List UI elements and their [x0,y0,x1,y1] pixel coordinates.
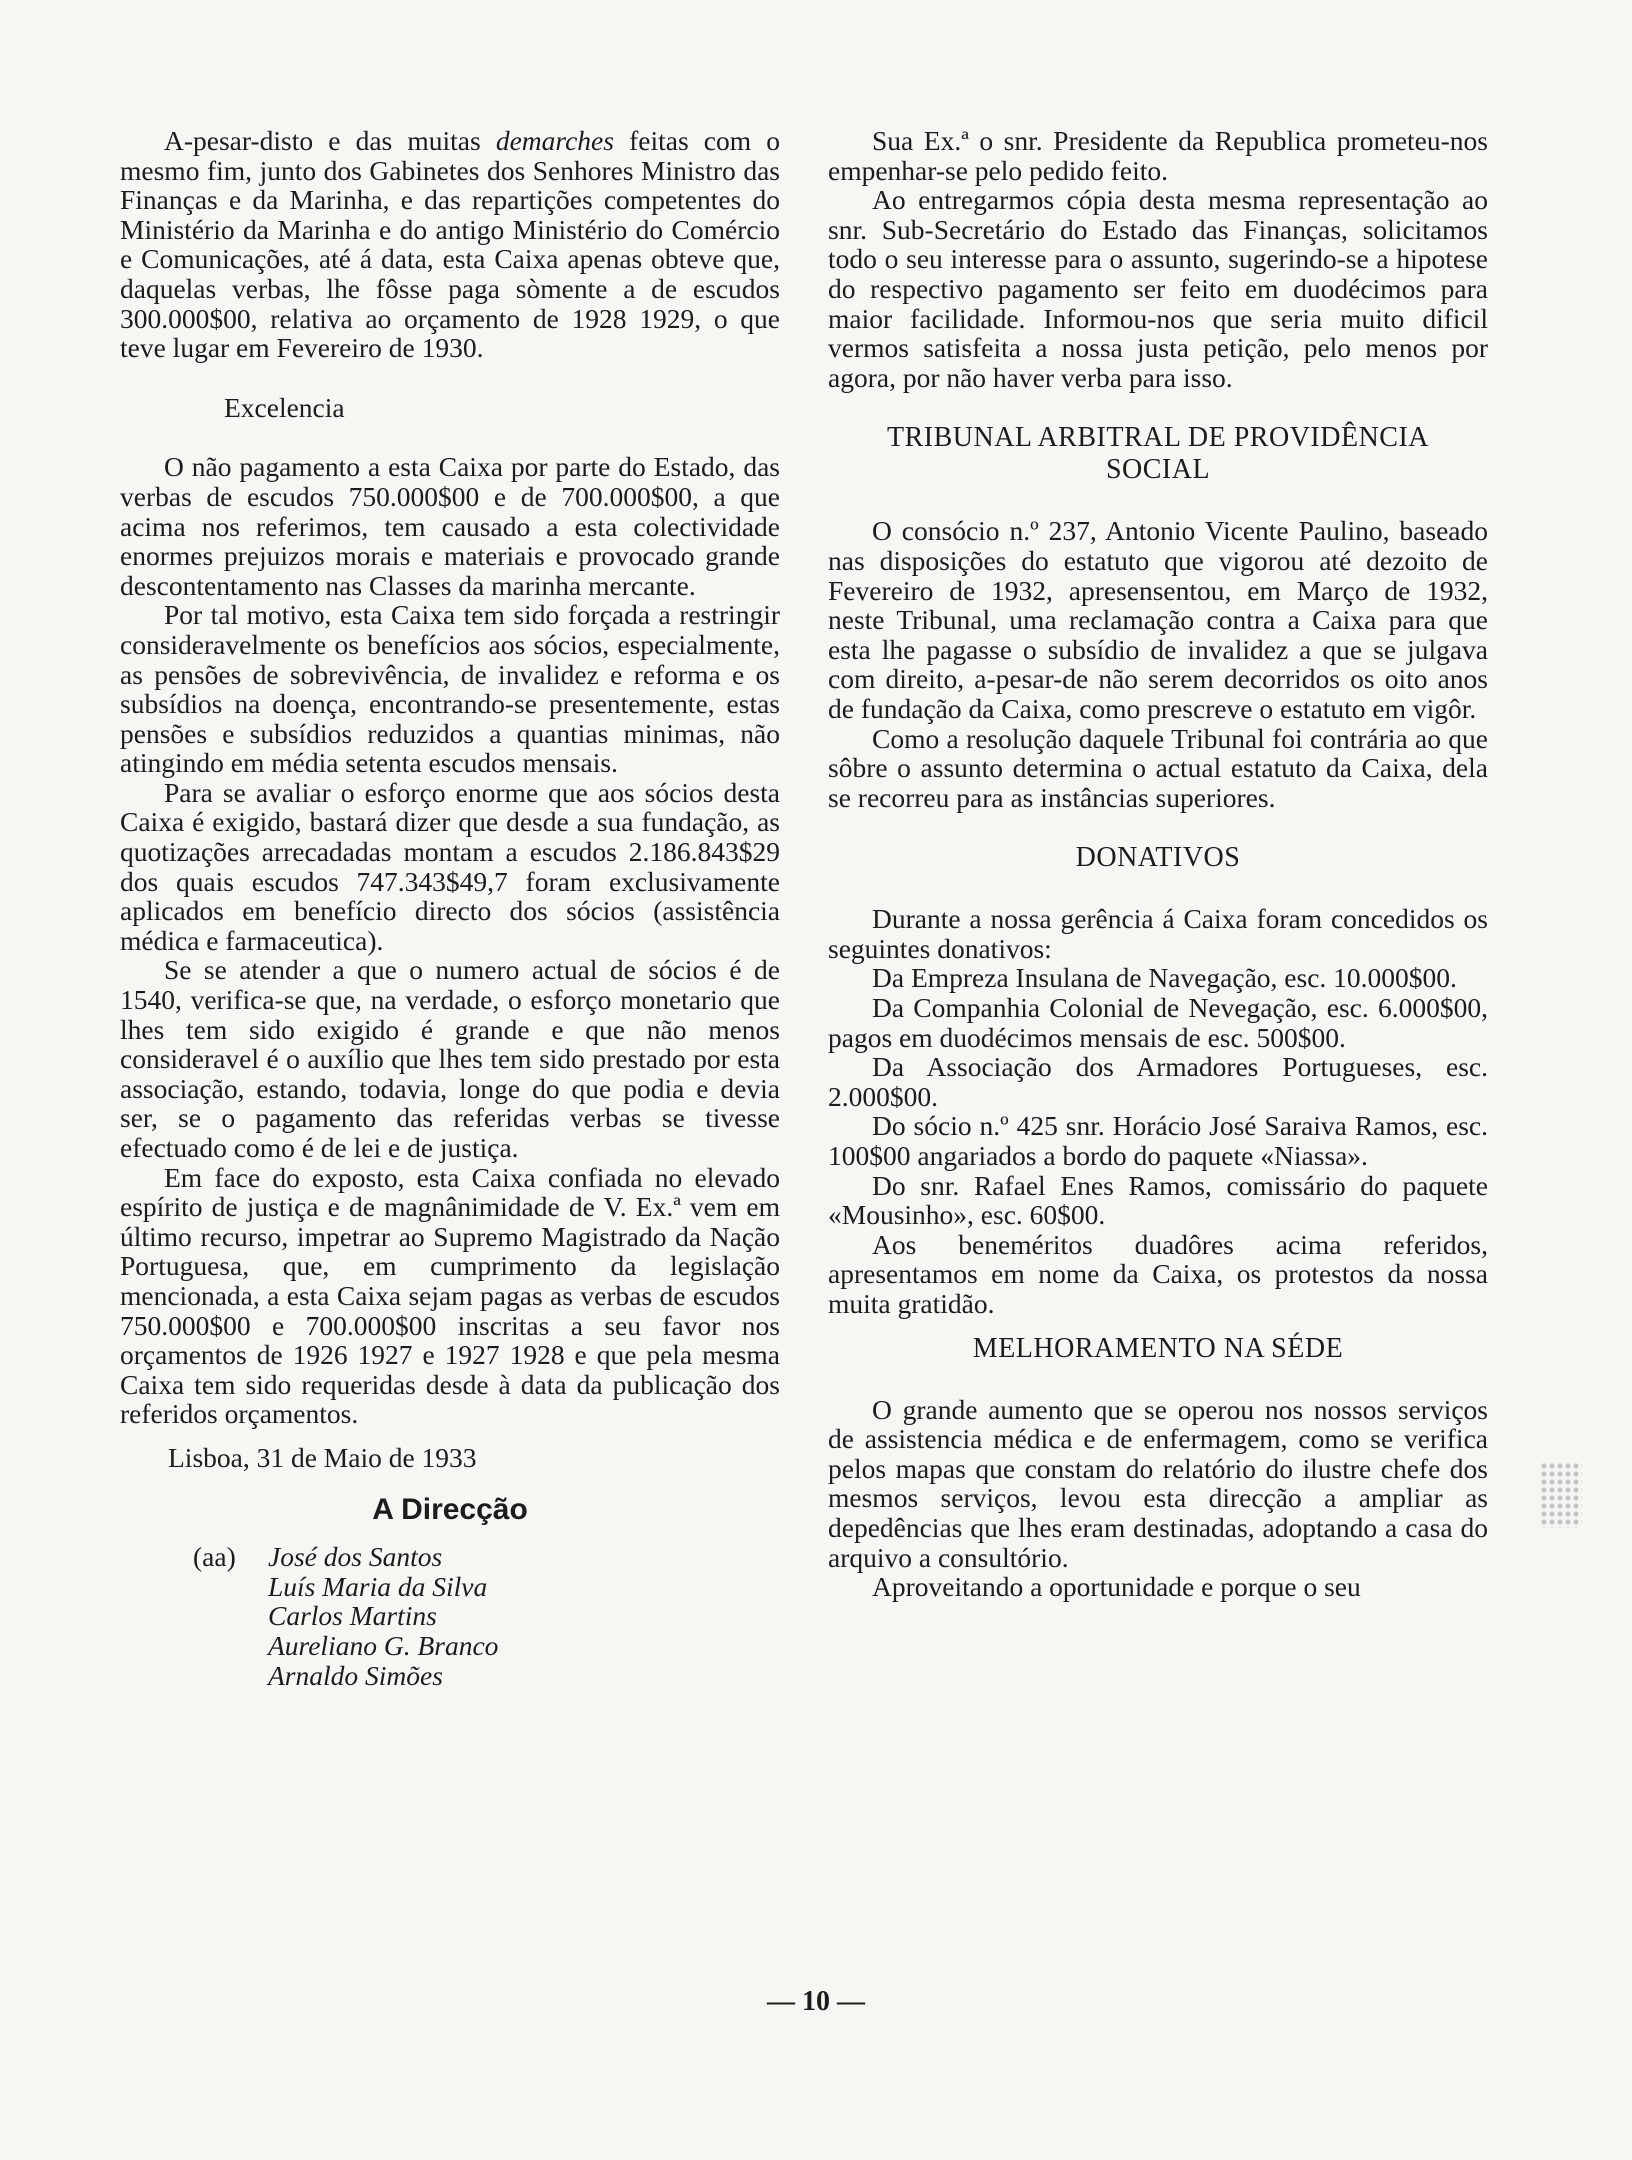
donation-entry: Do snr. Rafael Enes Ramos, comissário do paquete «Mousinho», esc. 60$00. [828,1169,1488,1231]
page-number: — 10 — [767,1986,865,2017]
paragraph: Para se avaliar o esforço enorme que aos sócios desta Caixa é exigido, bastará dizer que desde a sua fundação, as quotizações arrecadadas montam a escudos 2.186.843$29 dos quais escudos 747.343$49,7 foram exclusivamente aplicados em benefício directo dos sócios (assistência médica e farmaceutica). [120,776,780,956]
paragraph: A-pesar-disto e das muitas demarches feitas com o mesmo fim, junto dos Gabinetes dos Senhores Ministro das Finanças e da Marinha, e das repartições competentes do Ministério da Marinha e do antigo Ministério do Comércio e Comunicações, até á data, esta Caixa apenas obteve que, daquelas verbas, lhe fôsse paga sòmente a de escudos 300.000$00, relativa ao orçamento de 1928 1929, o que teve lugar em Fevereiro de 1930. [120,125,780,364]
paragraph: O grande aumento que se operou nos nossos serviços de assistencia médica e de enfermagem, como se verifica pelos mapas que constam do relatório do ilustre chefe dos mesmos serviços, levou esta direcção a ampliar as depedências que lhes eram destinadas, adoptando a casa do arquivo a consultório. [828,1393,1488,1573]
donation-entry: Da Companhia Colonial de Nevegação, esc. 6.000$00, pagos em duodécimos mensais de esc. 500$00. [828,992,1488,1053]
signatory: Arnaldo Simões [268,1659,443,1691]
signature-prefix: (aa) [193,1541,236,1573]
paragraph: O não pagamento a esta Caixa por parte do Estado, das verbas de escudos 750.000$00 e de 700.000$00, a que acima nos referimos, tem causado a esta colectividade enormes prejuizos morais e materiais e provocado grande descontentamento nas Classes da marinha mercante. [120,451,780,601]
signature-block [120,1542,780,1690]
paragraph: Por tal motivo, esta Caixa tem sido forçada a restringir consideravelmente os benefícios aos sócios, especialmente, as pensões de sobrevivência, de invalidez e reforma e os subsídios na doença, encontrando-se presentemente, estas pensões e subsídios reduzidos a quantias minimas, não atingindo em média setenta escudos mensais. [120,599,780,779]
paragraph: Em face do exposto, esta Caixa confiada no elevado espírito de justiça e de magnânimidade de V. Ex.ª vem em último recurso, impetrar ao Supremo Magistrado da Nação Portuguesa, que, em cumprimento da legislação mencionada, a esta Caixa sejam pagas as verbas de escudos 750.000$00 e 700.000$00 inscritas a seu favor nos orçamentos de 1926 1927 e 1927 1928 e que pela mesma Caixa tem sido requeridas desde à data da publicação dos referidos orçamentos. [120,1161,780,1430]
donation-entry: Da Associação dos Armadores Portugueses, esc. 2.000$00. [828,1051,1488,1112]
margin-stamp-mark [1540,1462,1582,1528]
paragraph: Como a resolução daquele Tribunal foi contrária ao que sôbre o assunto determina o actual estatuto da Caixa, dela se recorreu para as instâncias superiores. [828,722,1488,813]
paragraph: Durante a nossa gerência á Caixa foram concedidos os seguintes donativos: [828,903,1488,964]
paragraph: Aos beneméritos duadôres acima referidos, apresentamos em nome da Caixa, os protestos da nossa muita gratidão. [828,1228,1488,1319]
right-column [828,126,1488,1602]
paragraph: Ao entregarmos cópia desta mesma representação ao snr. Sub-Secretário do Estado das Finanças, solicitamos todo o seu interesse para o assunto, sugerindo-se a hipotese do respectivo pagamento ser feito em duodécimos para maior facilidade. Informou-nos que seria muito dificil vermos satisfeita a nossa justa petição, pelo menos por agora, por não haver verba para isso. [828,184,1488,393]
paragraph: O consócio n.º 237, Antonio Vicente Paulino, baseado nas disposições do estatuto que vigorou até dezoito de Fevereiro de 1932, apresensentou, em Março de 1932, neste Tribunal, uma reclamação contra a Caixa para que esta lhe pagasse o subsídio de invalidez a que se julgava com direito, a-pesar-de não serem decorridos os oito anos de fundação da Caixa, como prescreve o estatuto em vigôr. [828,515,1488,724]
emphasis: demarches [495,125,614,156]
signature-heading: A Direcção [372,1492,528,1526]
donation-entry: Do sócio n.º 425 snr. Horácio José Saraiva Ramos, esc. 100$00 angariados a bordo do paquete «Niassa». [828,1110,1488,1172]
paragraph: Aproveitando a oportunidade e porque o seu [872,1571,1361,1603]
left-column [120,126,780,1690]
donation-entry: Da Empreza Insulana de Navegação, esc. 10.000$00. [872,962,1457,994]
paragraph: Sua Ex.ª o snr. Presidente da Republica prometeu-nos empenhar-se pelo pedido feito. [828,125,1488,186]
signatory: Aureliano G. Branco [268,1629,499,1661]
signatory: José dos Santos [268,1541,443,1573]
signatory-list [268,1542,498,1690]
salutation: Excelencia [224,391,345,423]
section-heading-tribunal: TRIBUNAL ARBITRAL DE PROVIDÊNCIA SOCIAL [886,422,1430,486]
paragraph: Se se atender a que o numero actual de sócios é de 1540, verifica-se que, na verdade, o esforço monetario que lhes tem sido exigido é grande e que não menos consideravel é o auxílio que lhes tem sido prestado por esta associação, estando, todavia, longe do que podia e devia ser, se o pagamento das referidas verbas se tivesse efectuado como é de lei e de justiça. [120,954,780,1163]
section-heading-donativos: DONATIVOS [1075,842,1241,874]
signatory: Luís Maria da Silva [268,1570,488,1602]
signatory: Carlos Martins [268,1600,437,1632]
section-heading-melhoramento: MELHORAMENTO NA SÉDE [972,1332,1344,1364]
letter-date: Lisboa, 31 de Maio de 1933 [168,1441,477,1473]
